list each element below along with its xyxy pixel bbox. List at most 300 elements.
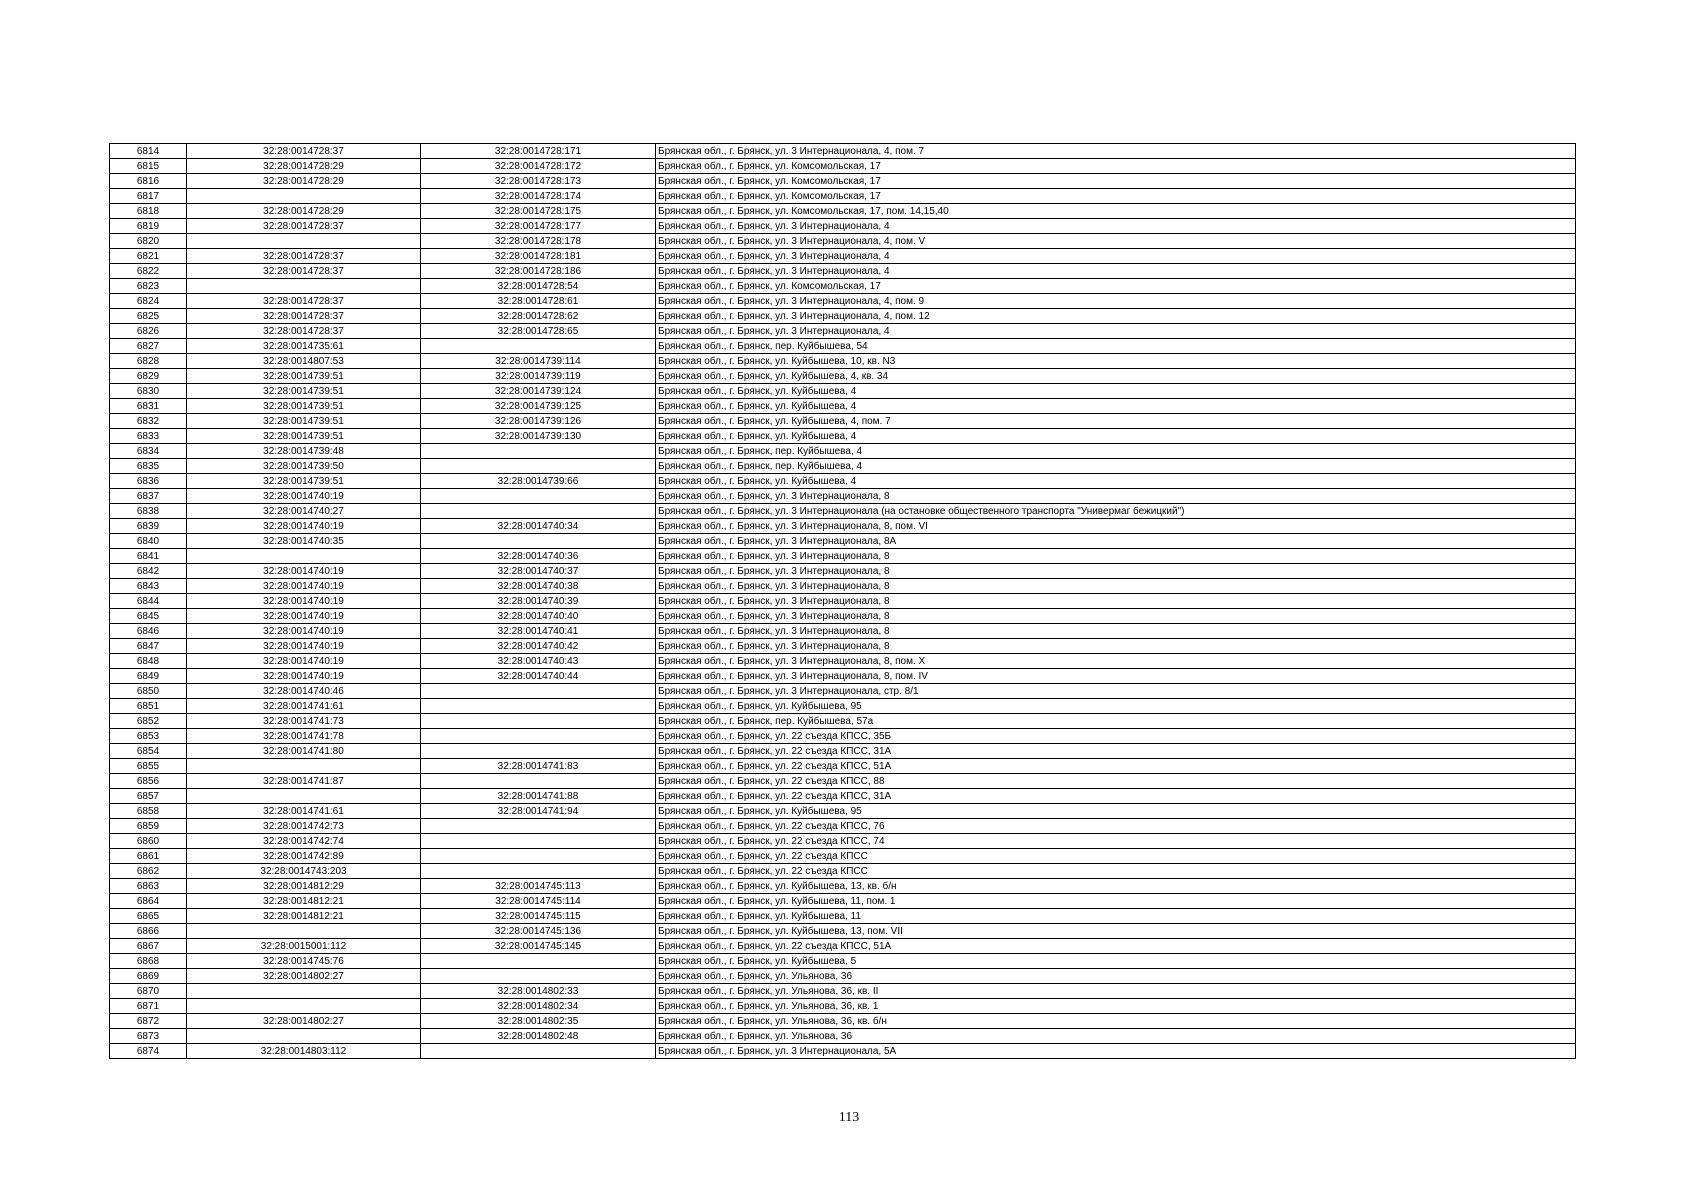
row-number-cell: 6865 [110, 909, 187, 924]
land-cadastral-number-cell: 32:28:0014742:74 [187, 834, 421, 849]
table-row [110, 354, 1576, 369]
land-cadastral-number-cell [187, 984, 421, 999]
object-cadastral-number-cell [421, 849, 656, 864]
land-cadastral-number-cell: 32:28:0014739:51 [187, 414, 421, 429]
object-cadastral-number-cell: 32:28:0014745:136 [421, 924, 656, 939]
address-cell: Брянская обл., г. Брянск, ул. Ульянова, 36 [656, 969, 1576, 984]
object-cadastral-number-cell: 32:28:0014740:36 [421, 549, 656, 564]
table-row [110, 204, 1576, 219]
row-number-cell: 6847 [110, 639, 187, 654]
table-row [110, 564, 1576, 579]
row-number-cell: 6819 [110, 219, 187, 234]
address-cell: Брянская обл., г. Брянск, ул. Ульянова, 36, кв. б/н [656, 1014, 1576, 1029]
table-row [110, 219, 1576, 234]
address-cell: Брянская обл., г. Брянск, ул. 22 съезда КПСС, 31А [656, 744, 1576, 759]
row-number-cell: 6827 [110, 339, 187, 354]
table-row [110, 1044, 1576, 1059]
land-cadastral-number-cell: 32:28:0015001:112 [187, 939, 421, 954]
row-number-cell: 6871 [110, 999, 187, 1014]
land-cadastral-number-cell: 32:28:0014807:53 [187, 354, 421, 369]
address-cell: Брянская обл., г. Брянск, ул. 3 Интернационала, 4 [656, 264, 1576, 279]
address-cell: Брянская обл., г. Брянск, ул. Ульянова, 36, кв. 1 [656, 999, 1576, 1014]
table-row [110, 144, 1576, 159]
row-number-cell: 6859 [110, 819, 187, 834]
address-cell: Брянская обл., г. Брянск, ул. 3 Интернационала, 8 [656, 639, 1576, 654]
land-cadastral-number-cell: 32:28:0014739:48 [187, 444, 421, 459]
object-cadastral-number-cell [421, 1044, 656, 1059]
table-row [110, 459, 1576, 474]
land-cadastral-number-cell: 32:28:0014728:37 [187, 324, 421, 339]
row-number-cell: 6832 [110, 414, 187, 429]
address-cell: Брянская обл., г. Брянск, ул. 3 Интернационала, 8 [656, 549, 1576, 564]
land-cadastral-number-cell: 32:28:0014743:203 [187, 864, 421, 879]
land-cadastral-number-cell: 32:28:0014740:19 [187, 579, 421, 594]
object-cadastral-number-cell: 32:28:0014728:61 [421, 294, 656, 309]
row-number-cell: 6823 [110, 279, 187, 294]
address-cell: Брянская обл., г. Брянск, ул. Куйбышева, 95 [656, 804, 1576, 819]
page-number: 113 [838, 1110, 860, 1125]
land-cadastral-number-cell [187, 759, 421, 774]
land-cadastral-number-cell: 32:28:0014739:51 [187, 369, 421, 384]
object-cadastral-number-cell: 32:28:0014802:35 [421, 1014, 656, 1029]
land-cadastral-number-cell: 32:28:0014740:19 [187, 564, 421, 579]
row-number-cell: 6869 [110, 969, 187, 984]
address-cell: Брянская обл., г. Брянск, ул. Куйбышева, 5 [656, 954, 1576, 969]
address-cell: Брянская обл., г. Брянск, ул. Куйбышева, 4 [656, 429, 1576, 444]
land-cadastral-number-cell: 32:28:0014728:37 [187, 144, 421, 159]
address-cell: Брянская обл., г. Брянск, ул. Комсомольская, 17, пом. 14,15,40 [656, 204, 1576, 219]
address-cell: Брянская обл., г. Брянск, ул. Куйбышева, 13, кв. б/н [656, 879, 1576, 894]
land-cadastral-number-cell: 32:28:0014740:46 [187, 684, 421, 699]
land-cadastral-number-cell: 32:28:0014728:37 [187, 249, 421, 264]
address-cell: Брянская обл., г. Брянск, ул. 3 Интернационала, 4 [656, 219, 1576, 234]
address-cell: Брянская обл., г. Брянск, ул. 3 Интернационала, 4, пом. V [656, 234, 1576, 249]
object-cadastral-number-cell: 32:28:0014745:145 [421, 939, 656, 954]
table-row [110, 159, 1576, 174]
land-cadastral-number-cell: 32:28:0014728:29 [187, 174, 421, 189]
land-cadastral-number-cell: 32:28:0014741:61 [187, 699, 421, 714]
object-cadastral-number-cell: 32:28:0014741:83 [421, 759, 656, 774]
land-cadastral-number-cell: 32:28:0014740:19 [187, 594, 421, 609]
address-cell: Брянская обл., г. Брянск, ул. 3 Интернационала, 4 [656, 324, 1576, 339]
land-cadastral-number-cell: 32:28:0014741:87 [187, 774, 421, 789]
land-cadastral-number-cell: 32:28:0014740:19 [187, 654, 421, 669]
land-cadastral-number-cell: 32:28:0014740:27 [187, 504, 421, 519]
object-cadastral-number-cell [421, 864, 656, 879]
address-cell: Брянская обл., г. Брянск, ул. 3 Интернационала, 8 [656, 564, 1576, 579]
address-cell: Брянская обл., г. Брянск, ул. 22 съезда КПСС, 51А [656, 759, 1576, 774]
row-number-cell: 6816 [110, 174, 187, 189]
land-cadastral-number-cell: 32:28:0014735:61 [187, 339, 421, 354]
table-row [110, 264, 1576, 279]
object-cadastral-number-cell: 32:28:0014740:34 [421, 519, 656, 534]
row-number-cell: 6828 [110, 354, 187, 369]
row-number-cell: 6860 [110, 834, 187, 849]
object-cadastral-number-cell [421, 459, 656, 474]
row-number-cell: 6855 [110, 759, 187, 774]
table-row [110, 894, 1576, 909]
row-number-cell: 6868 [110, 954, 187, 969]
table-row [110, 594, 1576, 609]
row-number-cell: 6842 [110, 564, 187, 579]
row-number-cell: 6840 [110, 534, 187, 549]
table-row [110, 909, 1576, 924]
row-number-cell: 6854 [110, 744, 187, 759]
land-cadastral-number-cell: 32:28:0014802:27 [187, 1014, 421, 1029]
land-cadastral-number-cell: 32:28:0014742:73 [187, 819, 421, 834]
object-cadastral-number-cell: 32:28:0014802:33 [421, 984, 656, 999]
address-cell: Брянская обл., г. Брянск, ул. Ульянова, 36, кв. II [656, 984, 1576, 999]
land-cadastral-number-cell: 32:28:0014812:21 [187, 909, 421, 924]
land-cadastral-number-cell: 32:28:0014740:19 [187, 519, 421, 534]
object-cadastral-number-cell: 32:28:0014740:39 [421, 594, 656, 609]
table-row [110, 1029, 1576, 1044]
land-cadastral-number-cell [187, 789, 421, 804]
land-cadastral-number-cell: 32:28:0014739:51 [187, 399, 421, 414]
row-number-cell: 6851 [110, 699, 187, 714]
address-cell: Брянская обл., г. Брянск, ул. Куйбышева, 4 [656, 474, 1576, 489]
table-row [110, 774, 1576, 789]
land-cadastral-number-cell: 32:28:0014728:37 [187, 294, 421, 309]
land-cadastral-number-cell: 32:28:0014739:51 [187, 474, 421, 489]
row-number-cell: 6815 [110, 159, 187, 174]
object-cadastral-number-cell: 32:28:0014728:177 [421, 219, 656, 234]
object-cadastral-number-cell [421, 684, 656, 699]
address-cell: Брянская обл., г. Брянск, ул. 22 съезда КПСС [656, 849, 1576, 864]
object-cadastral-number-cell [421, 534, 656, 549]
table-row [110, 474, 1576, 489]
table-row [110, 924, 1576, 939]
object-cadastral-number-cell [421, 744, 656, 759]
row-number-cell: 6822 [110, 264, 187, 279]
table-row [110, 399, 1576, 414]
address-cell: Брянская обл., г. Брянск, ул. 3 Интернационала, 4, пом. 9 [656, 294, 1576, 309]
table-row [110, 969, 1576, 984]
row-number-cell: 6864 [110, 894, 187, 909]
land-cadastral-number-cell: 32:28:0014741:78 [187, 729, 421, 744]
row-number-cell: 6831 [110, 399, 187, 414]
object-cadastral-number-cell: 32:28:0014745:113 [421, 879, 656, 894]
address-cell: Брянская обл., г. Брянск, ул. 3 Интернационала, стр. 8/1 [656, 684, 1576, 699]
table-row [110, 249, 1576, 264]
row-number-cell: 6833 [110, 429, 187, 444]
object-cadastral-number-cell: 32:28:0014728:62 [421, 309, 656, 324]
row-number-cell: 6870 [110, 984, 187, 999]
land-cadastral-number-cell [187, 189, 421, 204]
land-cadastral-number-cell: 32:28:0014740:19 [187, 624, 421, 639]
row-number-cell: 6845 [110, 609, 187, 624]
row-number-cell: 6866 [110, 924, 187, 939]
row-number-cell: 6837 [110, 489, 187, 504]
object-cadastral-number-cell: 32:28:0014739:126 [421, 414, 656, 429]
object-cadastral-number-cell: 32:28:0014739:119 [421, 369, 656, 384]
row-number-cell: 6829 [110, 369, 187, 384]
table-row [110, 759, 1576, 774]
address-cell: Брянская обл., г. Брянск, ул. Комсомольская, 17 [656, 279, 1576, 294]
land-cadastral-number-cell: 32:28:0014803:112 [187, 1044, 421, 1059]
row-number-cell: 6873 [110, 1029, 187, 1044]
table-row [110, 189, 1576, 204]
row-number-cell: 6848 [110, 654, 187, 669]
address-cell: Брянская обл., г. Брянск, ул. 3 Интернационала (на остановке общественного транспорта "Универмаг бежицкий") [656, 504, 1576, 519]
land-cadastral-number-cell: 32:28:0014742:89 [187, 849, 421, 864]
object-cadastral-number-cell: 32:28:0014728:178 [421, 234, 656, 249]
land-cadastral-number-cell [187, 1029, 421, 1044]
row-number-cell: 6863 [110, 879, 187, 894]
row-number-cell: 6818 [110, 204, 187, 219]
table-row [110, 864, 1576, 879]
object-cadastral-number-cell: 32:28:0014728:54 [421, 279, 656, 294]
address-cell: Брянская обл., г. Брянск, ул. 3 Интернационала, 8, пом. VI [656, 519, 1576, 534]
address-cell: Брянская обл., г. Брянск, ул. Комсомольская, 17 [656, 174, 1576, 189]
row-number-cell: 6844 [110, 594, 187, 609]
row-number-cell: 6843 [110, 579, 187, 594]
table-row [110, 339, 1576, 354]
object-cadastral-number-cell: 32:28:0014740:40 [421, 609, 656, 624]
land-cadastral-number-cell: 32:28:0014728:37 [187, 309, 421, 324]
row-number-cell: 6850 [110, 684, 187, 699]
object-cadastral-number-cell: 32:28:0014741:88 [421, 789, 656, 804]
table-row [110, 819, 1576, 834]
object-cadastral-number-cell: 32:28:0014739:125 [421, 399, 656, 414]
object-cadastral-number-cell [421, 339, 656, 354]
address-cell: Брянская обл., г. Брянск, ул. 3 Интернационала, 4, пом. 7 [656, 144, 1576, 159]
address-cell: Брянская обл., г. Брянск, ул. 3 Интернационала, 4 [656, 249, 1576, 264]
address-cell: Брянская обл., г. Брянск, ул. 3 Интернационала, 8, пом. IV [656, 669, 1576, 684]
land-cadastral-number-cell [187, 549, 421, 564]
land-cadastral-number-cell: 32:28:0014741:73 [187, 714, 421, 729]
object-cadastral-number-cell [421, 714, 656, 729]
land-cadastral-number-cell: 32:28:0014740:35 [187, 534, 421, 549]
land-cadastral-number-cell: 32:28:0014812:21 [187, 894, 421, 909]
object-cadastral-number-cell: 32:28:0014728:186 [421, 264, 656, 279]
row-number-cell: 6817 [110, 189, 187, 204]
table-row [110, 324, 1576, 339]
land-cadastral-number-cell: 32:28:0014728:37 [187, 264, 421, 279]
row-number-cell: 6872 [110, 1014, 187, 1029]
row-number-cell: 6867 [110, 939, 187, 954]
address-cell: Брянская обл., г. Брянск, ул. 3 Интернационала, 4, пом. 12 [656, 309, 1576, 324]
table-row [110, 789, 1576, 804]
land-cadastral-number-cell: 32:28:0014745:76 [187, 954, 421, 969]
table-row [110, 504, 1576, 519]
land-cadastral-number-cell [187, 234, 421, 249]
table-row [110, 954, 1576, 969]
row-number-cell: 6824 [110, 294, 187, 309]
table-row [110, 534, 1576, 549]
row-number-cell: 6861 [110, 849, 187, 864]
address-cell: Брянская обл., г. Брянск, ул. 22 съезда КПСС, 31А [656, 789, 1576, 804]
object-cadastral-number-cell: 32:28:0014739:66 [421, 474, 656, 489]
object-cadastral-number-cell [421, 444, 656, 459]
address-cell: Брянская обл., г. Брянск, ул. 3 Интернационала, 8А [656, 534, 1576, 549]
table-row [110, 804, 1576, 819]
address-cell: Брянская обл., г. Брянск, ул. 3 Интернационала, 8 [656, 579, 1576, 594]
address-cell: Брянская обл., г. Брянск, пер. Куйбышева, 4 [656, 444, 1576, 459]
table-row [110, 999, 1576, 1014]
land-cadastral-number-cell: 32:28:0014739:51 [187, 429, 421, 444]
address-cell: Брянская обл., г. Брянск, пер. Куйбышева, 57а [656, 714, 1576, 729]
object-cadastral-number-cell [421, 969, 656, 984]
object-cadastral-number-cell: 32:28:0014741:94 [421, 804, 656, 819]
object-cadastral-number-cell: 32:28:0014740:43 [421, 654, 656, 669]
table-body [110, 144, 1576, 1059]
object-cadastral-number-cell: 32:28:0014740:42 [421, 639, 656, 654]
table-row [110, 489, 1576, 504]
row-number-cell: 6858 [110, 804, 187, 819]
address-cell: Брянская обл., г. Брянск, ул. 3 Интернационала, 8, пом. X [656, 654, 1576, 669]
object-cadastral-number-cell: 32:28:0014740:41 [421, 624, 656, 639]
row-number-cell: 6825 [110, 309, 187, 324]
table-row [110, 684, 1576, 699]
address-cell: Брянская обл., г. Брянск, ул. Куйбышева, 4 [656, 384, 1576, 399]
table-row [110, 939, 1576, 954]
object-cadastral-number-cell: 32:28:0014745:114 [421, 894, 656, 909]
table-row [110, 384, 1576, 399]
land-cadastral-number-cell: 32:28:0014740:19 [187, 639, 421, 654]
table-row [110, 639, 1576, 654]
object-cadastral-number-cell: 32:28:0014728:172 [421, 159, 656, 174]
object-cadastral-number-cell [421, 489, 656, 504]
land-cadastral-number-cell [187, 279, 421, 294]
address-cell: Брянская обл., г. Брянск, ул. 3 Интернационала, 5А [656, 1044, 1576, 1059]
row-number-cell: 6836 [110, 474, 187, 489]
object-cadastral-number-cell: 32:28:0014740:44 [421, 669, 656, 684]
object-cadastral-number-cell: 32:28:0014728:181 [421, 249, 656, 264]
address-cell: Брянская обл., г. Брянск, ул. 3 Интернационала, 8 [656, 594, 1576, 609]
row-number-cell: 6856 [110, 774, 187, 789]
table-row [110, 669, 1576, 684]
land-cadastral-number-cell: 32:28:0014741:61 [187, 804, 421, 819]
table-row [110, 369, 1576, 384]
row-number-cell: 6841 [110, 549, 187, 564]
object-cadastral-number-cell [421, 819, 656, 834]
table-row [110, 279, 1576, 294]
table-row [110, 879, 1576, 894]
row-number-cell: 6852 [110, 714, 187, 729]
table-row [110, 1014, 1576, 1029]
table-row [110, 174, 1576, 189]
land-cadastral-number-cell: 32:28:0014728:29 [187, 159, 421, 174]
row-number-cell: 6835 [110, 459, 187, 474]
object-cadastral-number-cell: 32:28:0014745:115 [421, 909, 656, 924]
land-cadastral-number-cell: 32:28:0014741:80 [187, 744, 421, 759]
land-cadastral-number-cell: 32:28:0014740:19 [187, 609, 421, 624]
table-row [110, 729, 1576, 744]
address-cell: Брянская обл., г. Брянск, ул. 3 Интернационала, 8 [656, 624, 1576, 639]
land-cadastral-number-cell: 32:28:0014728:37 [187, 219, 421, 234]
object-cadastral-number-cell: 32:28:0014740:37 [421, 564, 656, 579]
address-cell: Брянская обл., г. Брянск, ул. Куйбышева, 95 [656, 699, 1576, 714]
address-cell: Брянская обл., г. Брянск, ул. Комсомольская, 17 [656, 189, 1576, 204]
object-cadastral-number-cell: 32:28:0014739:114 [421, 354, 656, 369]
land-cadastral-number-cell: 32:28:0014812:29 [187, 879, 421, 894]
table-row [110, 519, 1576, 534]
land-cadastral-number-cell: 32:28:0014740:19 [187, 489, 421, 504]
address-cell: Брянская обл., г. Брянск, ул. 22 съезда КПСС, 35Б [656, 729, 1576, 744]
table-row [110, 714, 1576, 729]
address-cell: Брянская обл., г. Брянск, ул. Куйбышева, 11 [656, 909, 1576, 924]
object-cadastral-number-cell: 32:28:0014728:175 [421, 204, 656, 219]
address-cell: Брянская обл., г. Брянск, пер. Куйбышева, 4 [656, 459, 1576, 474]
table-row [110, 744, 1576, 759]
address-cell: Брянская обл., г. Брянск, ул. Куйбышева, 10, кв. N3 [656, 354, 1576, 369]
row-number-cell: 6821 [110, 249, 187, 264]
address-cell: Брянская обл., г. Брянск, ул. Ульянова, 36 [656, 1029, 1576, 1044]
object-cadastral-number-cell [421, 954, 656, 969]
table-row [110, 234, 1576, 249]
address-cell: Брянская обл., г. Брянск, ул. Куйбышева, 4, кв. 34 [656, 369, 1576, 384]
row-number-cell: 6846 [110, 624, 187, 639]
object-cadastral-number-cell [421, 729, 656, 744]
object-cadastral-number-cell: 32:28:0014739:124 [421, 384, 656, 399]
table-row [110, 444, 1576, 459]
object-cadastral-number-cell: 32:28:0014740:38 [421, 579, 656, 594]
row-number-cell: 6820 [110, 234, 187, 249]
table-row [110, 624, 1576, 639]
row-number-cell: 6862 [110, 864, 187, 879]
address-cell: Брянская обл., г. Брянск, ул. Куйбышева, 13, пом. VII [656, 924, 1576, 939]
address-cell: Брянская обл., г. Брянск, ул. 22 съезда КПСС, 76 [656, 819, 1576, 834]
address-cell: Брянская обл., г. Брянск, ул. Комсомольская, 17 [656, 159, 1576, 174]
land-cadastral-number-cell: 32:28:0014739:51 [187, 384, 421, 399]
object-cadastral-number-cell: 32:28:0014728:173 [421, 174, 656, 189]
row-number-cell: 6874 [110, 1044, 187, 1059]
object-cadastral-number-cell: 32:28:0014728:174 [421, 189, 656, 204]
land-cadastral-number-cell [187, 924, 421, 939]
table-row [110, 579, 1576, 594]
table-row [110, 294, 1576, 309]
property-register-table [109, 143, 1576, 1059]
address-cell: Брянская обл., г. Брянск, ул. 22 съезда КПСС, 74 [656, 834, 1576, 849]
table-row [110, 309, 1576, 324]
object-cadastral-number-cell: 32:28:0014728:65 [421, 324, 656, 339]
table-row [110, 834, 1576, 849]
table-row [110, 654, 1576, 669]
address-cell: Брянская обл., г. Брянск, ул. 22 съезда КПСС [656, 864, 1576, 879]
table-row [110, 699, 1576, 714]
table-row [110, 849, 1576, 864]
address-cell: Брянская обл., г. Брянск, ул. Куйбышева, 11, пом. 1 [656, 894, 1576, 909]
object-cadastral-number-cell [421, 774, 656, 789]
row-number-cell: 6838 [110, 504, 187, 519]
address-cell: Брянская обл., г. Брянск, ул. 3 Интернационала, 8 [656, 489, 1576, 504]
row-number-cell: 6826 [110, 324, 187, 339]
table-row [110, 984, 1576, 999]
table-row [110, 549, 1576, 564]
object-cadastral-number-cell: 32:28:0014728:171 [421, 144, 656, 159]
table-row [110, 414, 1576, 429]
land-cadastral-number-cell [187, 999, 421, 1014]
land-cadastral-number-cell: 32:28:0014728:29 [187, 204, 421, 219]
row-number-cell: 6830 [110, 384, 187, 399]
object-cadastral-number-cell [421, 504, 656, 519]
row-number-cell: 6857 [110, 789, 187, 804]
address-cell: Брянская обл., г. Брянск, ул. Куйбышева, 4, пом. 7 [656, 414, 1576, 429]
row-number-cell: 6839 [110, 519, 187, 534]
object-cadastral-number-cell: 32:28:0014802:34 [421, 999, 656, 1014]
land-cadastral-number-cell: 32:28:0014802:27 [187, 969, 421, 984]
land-cadastral-number-cell: 32:28:0014739:50 [187, 459, 421, 474]
row-number-cell: 6814 [110, 144, 187, 159]
row-number-cell: 6834 [110, 444, 187, 459]
object-cadastral-number-cell [421, 834, 656, 849]
table-row [110, 429, 1576, 444]
address-cell: Брянская обл., г. Брянск, ул. 22 съезда КПСС, 51А [656, 939, 1576, 954]
address-cell: Брянская обл., г. Брянск, ул. 3 Интернационала, 8 [656, 609, 1576, 624]
row-number-cell: 6853 [110, 729, 187, 744]
address-cell: Брянская обл., г. Брянск, пер. Куйбышева, 54 [656, 339, 1576, 354]
